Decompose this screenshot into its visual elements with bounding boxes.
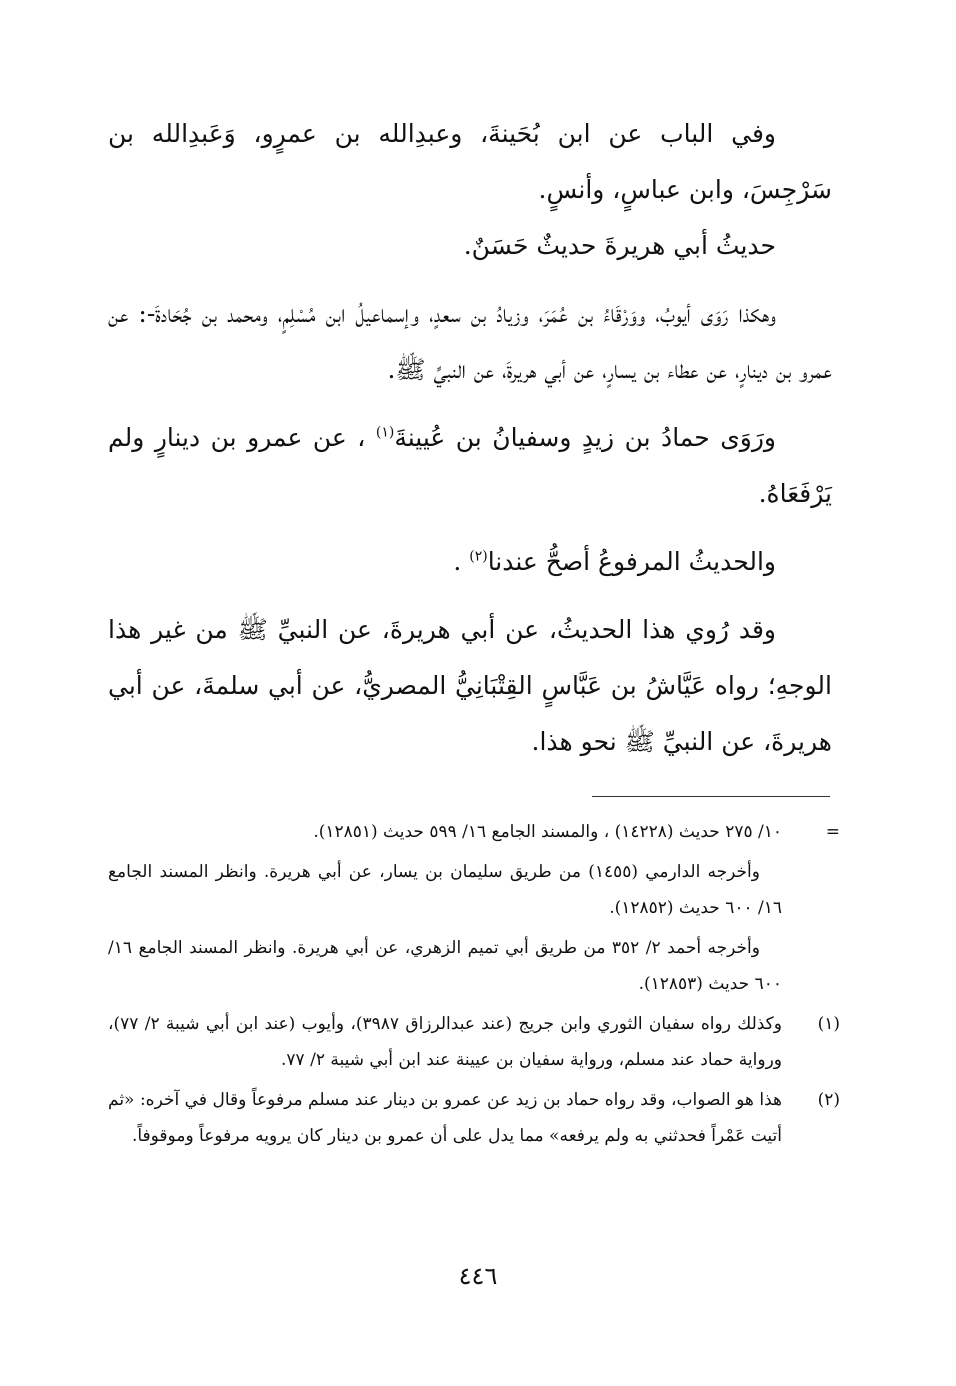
paragraph-5-text-after: .	[453, 547, 470, 576]
footnote-1-text: وكذلك رواه سفيان الثوري وابن جريج (عند عبدالرزاق ٣٩٨٧)، وأيوب (عند ابن أبي شيبة ٢/ ٧٧)، ورواية حماد عند مسلم، ورواية سفيان بن عيينة عند ابن أبي شيبة ٢/ ٧٧.	[108, 1014, 782, 1070]
footnotes	[108, 814, 840, 1158]
footnote-2-marker: (٢)	[817, 1090, 840, 1110]
footnote-separator	[592, 796, 830, 797]
paragraph-3: وهكذا رَوَى أيوبُ، ووَرْقَاءُ بن عُمَرَ، وزيادُ بن سعدٍ، وإسماعيلُ ابن مُسْلِمٍ، ومحمد بن جُحَادةَ-: عن عمرو بن دينارٍ، عن عطاء بن يسارٍ، عن أبي هريرةَ، عن النبيِّ ﷺ.	[108, 299, 832, 384]
footnote-1	[108, 1006, 840, 1078]
footnote-continued-line-2: وأخرجه الدارمي (١٤٥٥) من طريق سليمان بن يسار، عن أبي هريرة. وانظر المسند الجامع ١٦/ ٦٠٠ حديث (١٢٨٥٢).	[108, 862, 782, 918]
page-number: ٤٤٦	[458, 1262, 498, 1290]
paragraph-4-text-before: ورَوَى حمادُ بن زيدٍ وسفيانُ بن عُيينةَ	[394, 423, 776, 452]
paragraph-2: حديثُ أبي هريرةَ حديثٌ حَسَنٌ.	[463, 231, 776, 260]
paragraph-6: وقد رُوي هذا الحديثُ، عن أبي هريرةَ، عن النبيِّ ﷺ من غير هذا الوجهِ؛ رواه عَيَّاشُ بن عَبَّاسٍ القِتْبَانِيُّ المصريُّ، عن أبي سلمةَ، عن أبي هريرةَ، عن النبيِّ ﷺ نحو هذا.	[108, 615, 832, 756]
footnote-1-marker: (١)	[817, 1014, 840, 1034]
footnote-ref-2[interactable]: (٢)	[469, 548, 488, 565]
paragraph-4	[108, 410, 832, 522]
footnote-continued-line-3: وأخرجه أحمد ٢/ ٣٥٢ من طريق أبي تميم الزهري، عن أبي هريرة. وانظر المسند الجامع ١٦/ ٦٠٠ حديث (١٢٨٥٣).	[108, 938, 782, 994]
paragraph-4-text-after: ، عن عمرو بن دينارٍ ولم يَرْفَعَاهُ.	[108, 423, 832, 508]
paragraph-5-text-before: والحديثُ المرفوعُ أصحُّ عندنا	[487, 547, 776, 576]
footnote-continued	[108, 814, 840, 850]
main-text	[108, 106, 832, 770]
continuation-marker: =	[825, 822, 840, 842]
paragraph-5	[108, 534, 832, 590]
paragraph-1: وفي الباب عن ابن بُحَينةَ، وعبدِالله بن عمرٍو، وَعَبدِالله بن سَرْجِسَ، وابن عباسٍ، وأنسٍ.	[108, 119, 832, 204]
footnote-continued-line-1: ١٠/ ٢٧٥ حديث (١٤٢٢٨) ، والمسند الجامع ١٦/ ٥٩٩ حديث (١٢٨٥١).	[313, 822, 782, 842]
footnote-2	[108, 1082, 840, 1154]
footnote-2-text: هذا هو الصواب، وقد رواه حماد بن زيد عن عمرو بن دينار عند مسلم مرفوعاً وقال في آخره: «ثم أتيت عَمْراً فحدثني به ولم يرفعه» مما يدل على أن عمرو بن دينار كان يرويه مرفوعاً وموقوفاً.	[108, 1090, 782, 1146]
footnote-ref-1[interactable]: (١)	[375, 424, 395, 441]
